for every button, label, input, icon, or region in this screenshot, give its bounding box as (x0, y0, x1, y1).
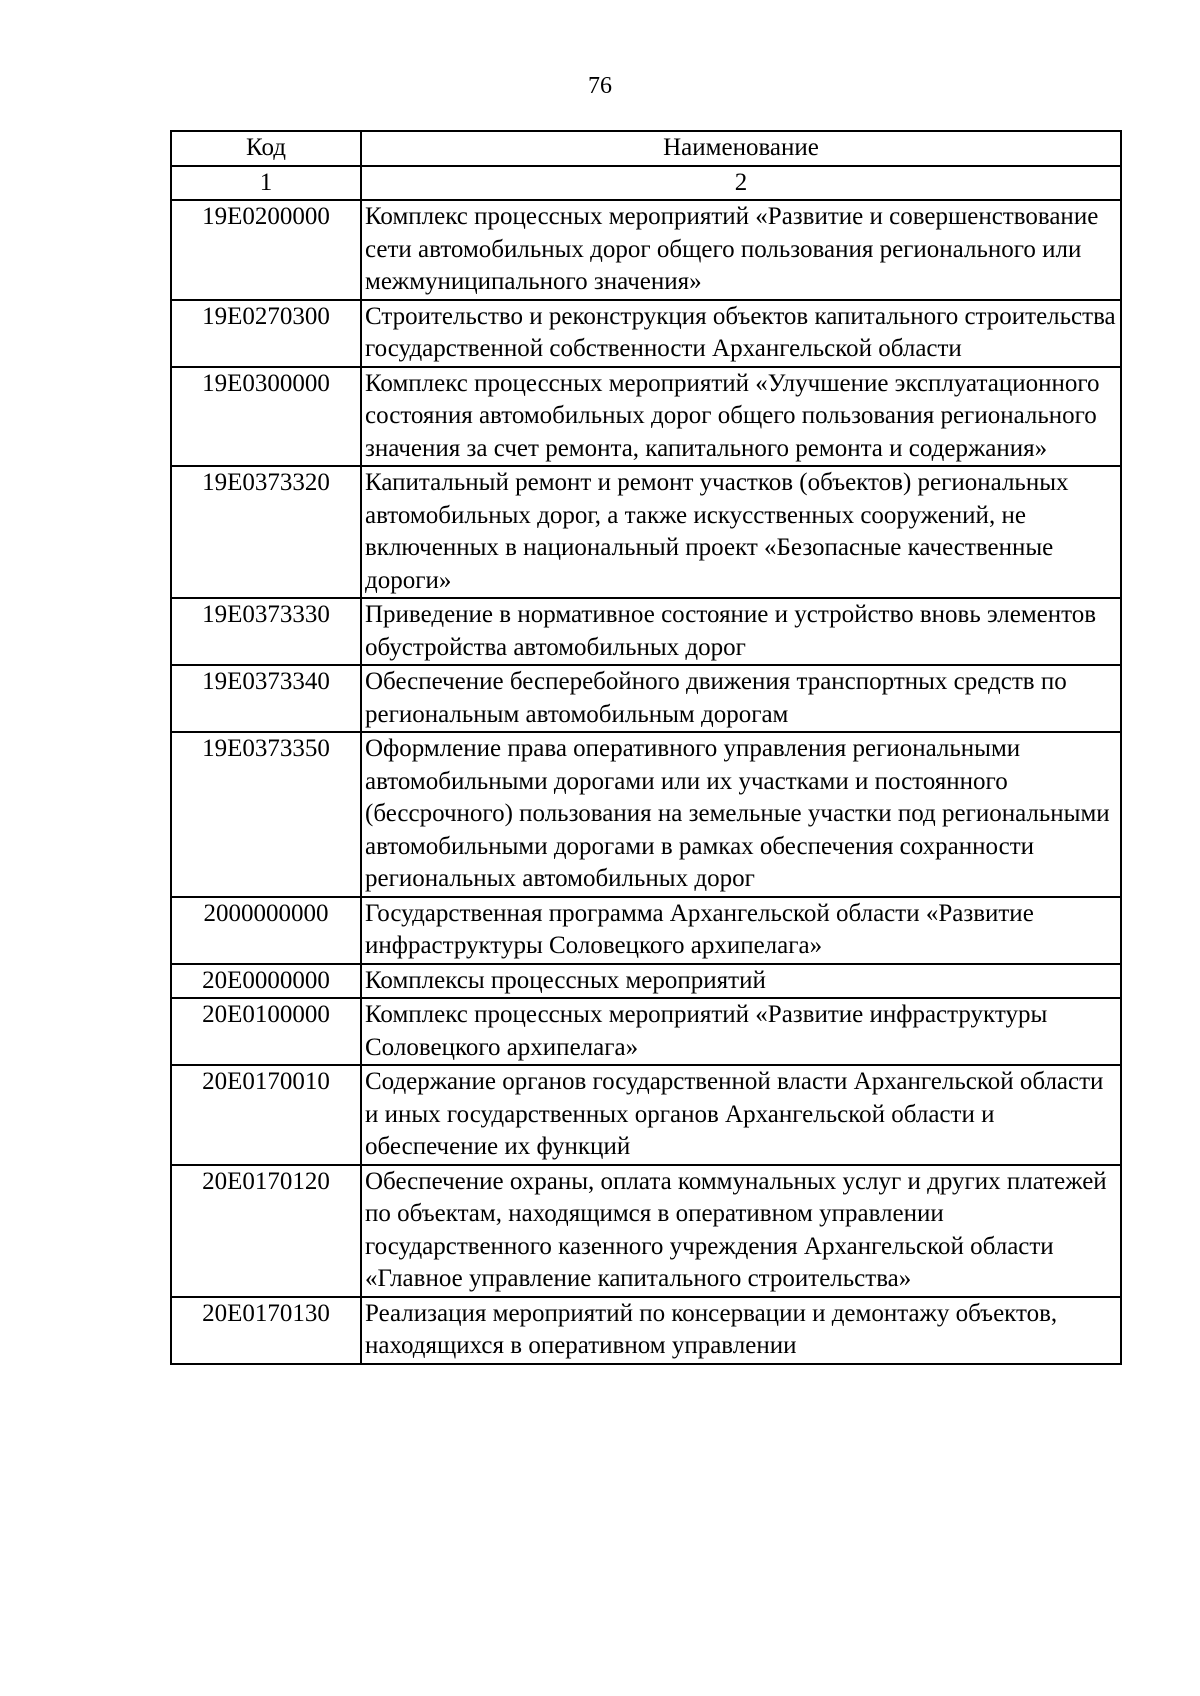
row-name: Государственная программа Архангельской области «Развитие инфраструктуры Соловецкого архипелага» (361, 897, 1121, 964)
row-name: Комплекс процессных мероприятий «Улучшение эксплуатационного состояния автомобильных дорог общего пользования регионального значения за счет ремонта, капитального ремонта и содержания» (361, 367, 1121, 467)
table-row (171, 897, 1121, 964)
table-row (171, 732, 1121, 897)
row-name: Строительство и реконструкция объектов капитального строительства государственной собственности Архангельской области (361, 300, 1121, 367)
row-name: Комплексы процессных мероприятий (361, 964, 1121, 999)
table-row (171, 964, 1121, 999)
row-code: 19Е0373350 (171, 732, 361, 897)
column-number-1: 1 (171, 166, 361, 201)
page-number: 76 (588, 73, 612, 99)
row-name: Комплекс процессных мероприятий «Развитие инфраструктуры Соловецкого архипелага» (361, 998, 1121, 1065)
row-name: Оформление права оперативного управления региональными автомобильными дорогами или их участками и постоянного (бессрочного) пользования на земельные участки под региональными автомобильными дорогами в рамках обеспечения сохранности региональных автомобильных дорог (361, 732, 1121, 897)
row-name: Комплекс процессных мероприятий «Развитие и совершенствование сети автомобильных дорог общего пользования регионального или межмуниципального значения» (361, 200, 1121, 300)
table-row (171, 300, 1121, 367)
row-code: 2000000000 (171, 897, 361, 964)
table-row (171, 1165, 1121, 1297)
header-code: Код (171, 131, 361, 166)
column-number-2: 2 (361, 166, 1121, 201)
table-row (171, 1065, 1121, 1165)
row-code: 19Е0200000 (171, 200, 361, 300)
row-name: Капитальный ремонт и ремонт участков (объектов) региональных автомобильных дорог, а также искусственных сооружений, не включенных в национальный проект «Безопасные качественные дороги» (361, 466, 1121, 598)
row-code: 19Е0373330 (171, 598, 361, 665)
row-name: Содержание органов государственной власти Архангельской области и иных государственных органов Архангельской области и обеспечение их функций (361, 1065, 1121, 1165)
header-name: Наименование (361, 131, 1121, 166)
row-code: 20Е0170010 (171, 1065, 361, 1165)
row-code: 20Е0000000 (171, 964, 361, 999)
table-row (171, 598, 1121, 665)
row-name: Реализация мероприятий по консервации и демонтажу объектов, находящихся в оперативном управлении (361, 1297, 1121, 1364)
budget-code-table (170, 130, 1122, 1365)
table-row (171, 200, 1121, 300)
row-code: 20Е0170120 (171, 1165, 361, 1297)
row-code: 20Е0170130 (171, 1297, 361, 1364)
table-row (171, 466, 1121, 598)
row-code: 19Е0300000 (171, 367, 361, 467)
row-name: Приведение в нормативное состояние и устройство вновь элементов обустройства автомобильных дорог (361, 598, 1121, 665)
row-name: Обеспечение охраны, оплата коммунальных услуг и других платежей по объектам, находящимся в оперативном управлении государственного казенного учреждения Архангельской области «Главное управление капитального строительства» (361, 1165, 1121, 1297)
row-code: 19Е0270300 (171, 300, 361, 367)
table-row (171, 1297, 1121, 1364)
table-row (171, 665, 1121, 732)
column-number-row (171, 166, 1121, 201)
row-name: Обеспечение бесперебойного движения транспортных средств по региональным автомобильным дорогам (361, 665, 1121, 732)
table-row (171, 998, 1121, 1065)
row-code: 19Е0373320 (171, 466, 361, 598)
table-row (171, 367, 1121, 467)
row-code: 20Е0100000 (171, 998, 361, 1065)
row-code: 19Е0373340 (171, 665, 361, 732)
table-header-row (171, 131, 1121, 166)
